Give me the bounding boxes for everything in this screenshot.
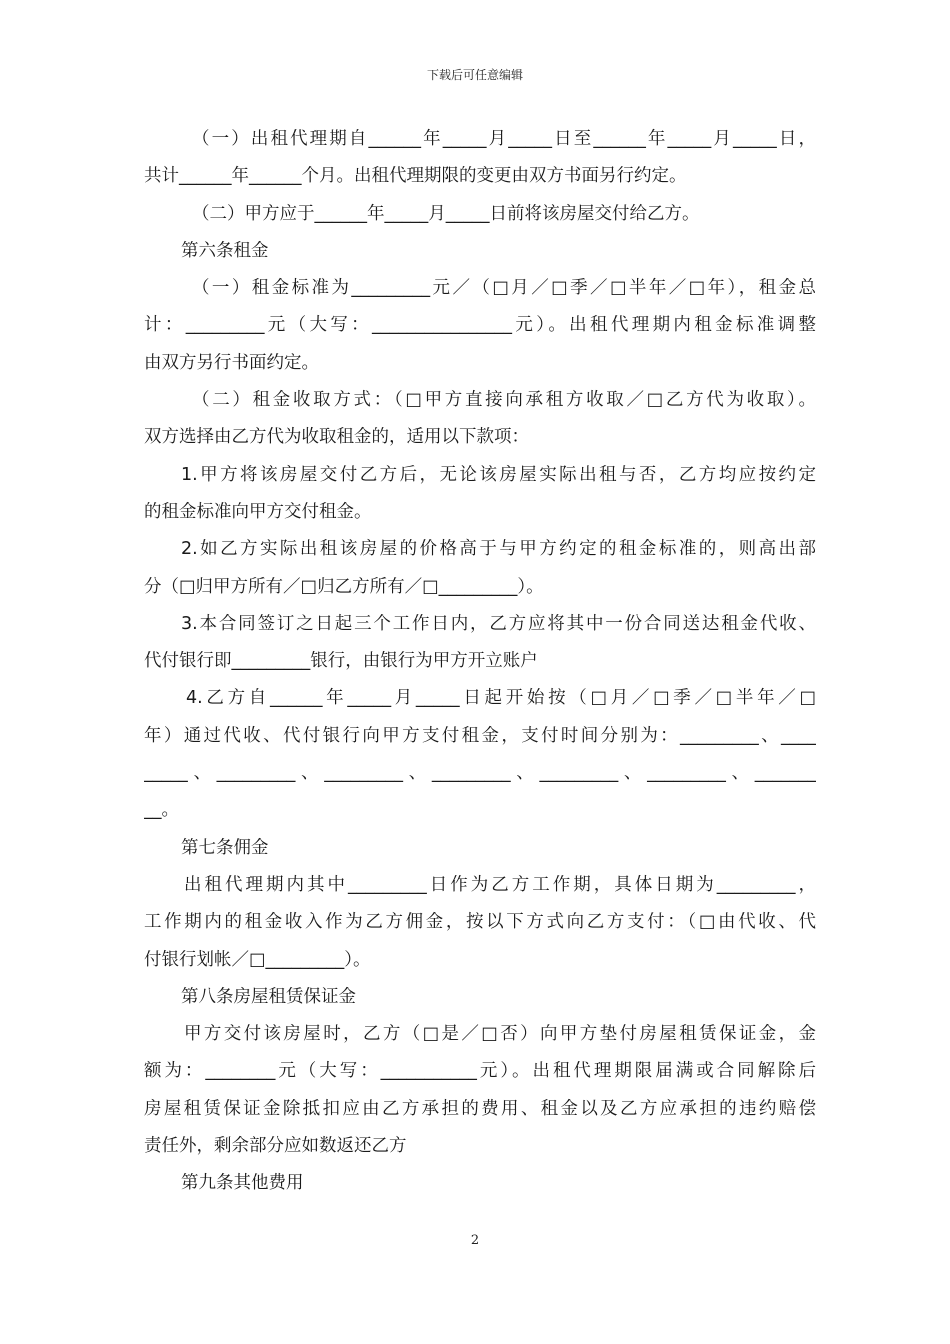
text-line: 双方选择由乙方代为收取租金的，适用以下款项：: [144, 427, 529, 448]
text-line: 4.乙方自______年_____月_____日起开始按（□月／□季／□半年／□: [186, 688, 816, 709]
text-line: （一）出租代理期自______年_____月_____日至______年_____月_____日，: [192, 129, 816, 149]
text-line: 甲方交付该房屋时，乙方（□是／□否）向甲方垫付房屋租赁保证金，金: [184, 1024, 816, 1045]
text-line: （一）租金标准为_________元／（□月／□季／□半年／□年），租金总: [192, 278, 816, 299]
text-line: _____、_________、_________、_________、_________、_________、_______: [144, 763, 816, 784]
text-line: 3.本合同签订之日起三个工作日内，乙方应将其中一份合同送达租金代收、: [181, 613, 816, 634]
text-line: 第七条佣金: [181, 837, 269, 858]
text-line: 房屋租赁保证金除抵扣应由乙方承担的费用、租金以及乙方应承担的违约赔偿: [144, 1098, 816, 1119]
text-line: 的租金标准向甲方交付租金。: [144, 501, 372, 522]
text-line: 第八条房屋租赁保证金: [181, 986, 356, 1007]
text-line: 出租代理期内其中_________日作为乙方工作期，具体日期为_________，: [184, 874, 816, 895]
text-line: 1.甲方将该房屋交付乙方后，无论该房屋实际出租与否，乙方均应按约定: [181, 464, 816, 485]
text-line: 工作期内的租金收入作为乙方佣金，按以下方式向乙方支付：（□由代收、代: [144, 912, 816, 933]
text-line: 计：_________元（大写：________________元）。出租代理期内租金标准调整: [144, 315, 816, 336]
text-line: 由双方另行书面约定。: [144, 352, 319, 373]
text-line: __。: [144, 800, 179, 821]
document-body: [144, 121, 816, 1203]
page-number: 2: [470, 1233, 480, 1248]
text-line: 付银行划帐／□_________）。: [144, 949, 371, 970]
text-line: （二）租金收取方式：（□甲方直接向承租方收取／□乙方代为收取）。: [192, 390, 816, 411]
text-line: 共计______年______个月。出租代理期限的变更由双方书面另行约定。: [144, 166, 687, 187]
text-line: 代付银行即_________银行，由银行为甲方开立账户: [144, 651, 538, 672]
text-line: 第九条其他费用: [181, 1173, 304, 1194]
text-line: 责任外，剩余部分应如数返还乙方: [144, 1136, 407, 1157]
text-line: 第六条租金: [181, 240, 269, 261]
text-line: 额为：________元（大写：___________元）。出租代理期限届满或合同解除后: [144, 1061, 816, 1082]
text-line: 年）通过代收、代付银行向甲方支付租金，支付时间分别为：_________、____: [144, 725, 816, 746]
text-line: 分（□归甲方所有／□归乙方所有／□_________）。: [144, 576, 544, 597]
text-line: （二）甲方应于______年_____月_____日前将该房屋交付给乙方。: [192, 203, 700, 224]
text-line: 2.如乙方实际出租该房屋的价格高于与甲方约定的租金标准的，则高出部: [181, 539, 816, 560]
page-header: 下载后可任意编辑: [426, 68, 523, 82]
